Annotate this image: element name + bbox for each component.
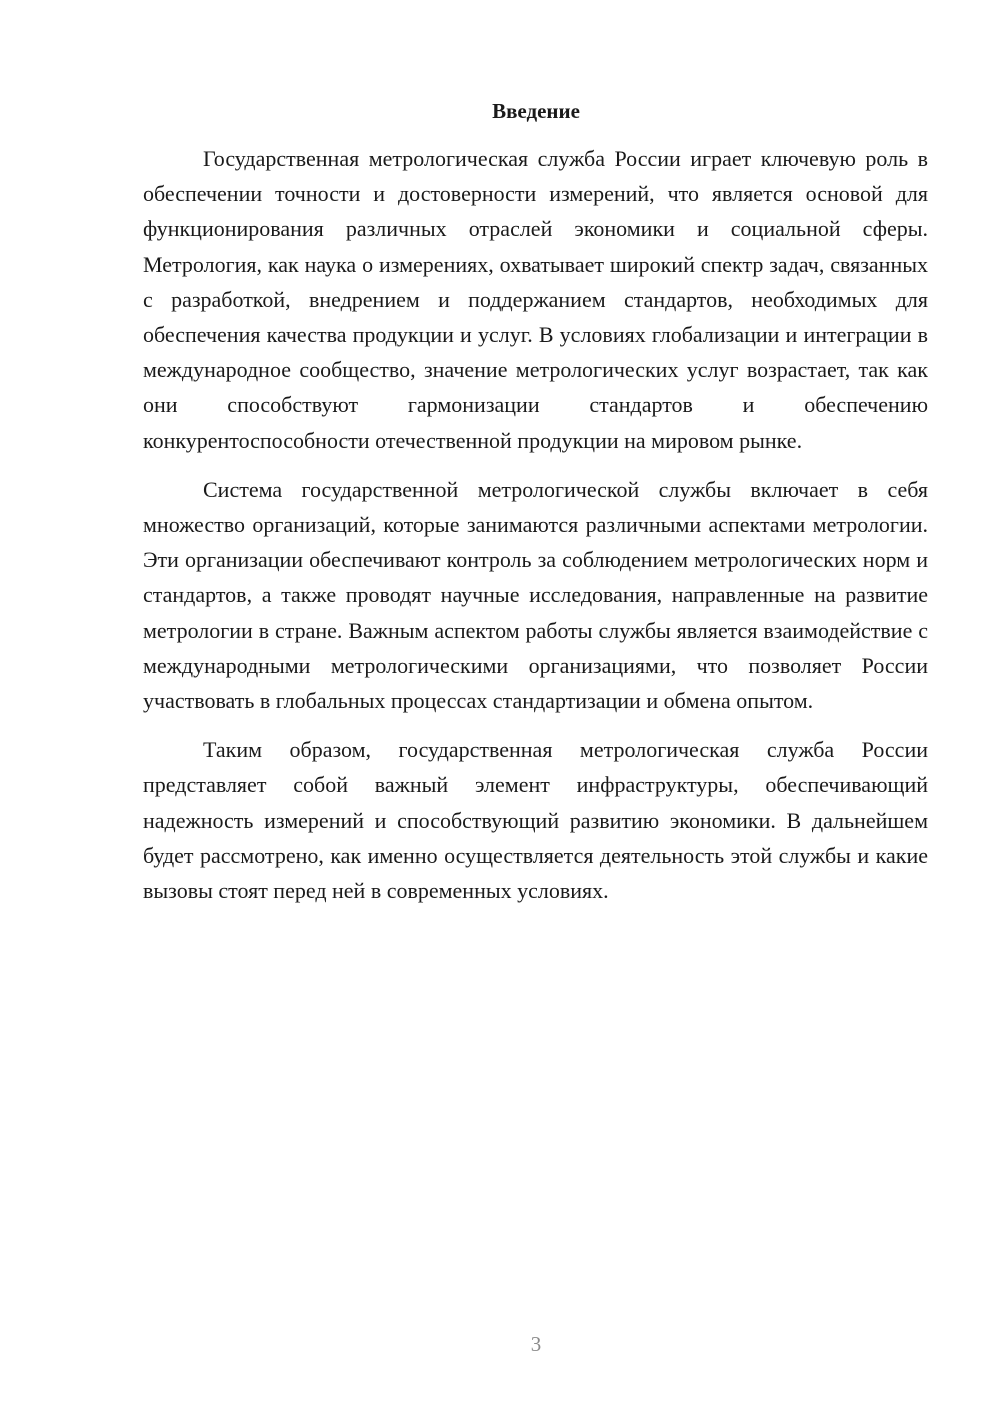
paragraph-3: Таким образом, государственная метрологическая служба России представляет собой важный элемент инфраструктуры, обеспечивающий надежность измерений и способствующий развитию экономики. В дальнейшем будет рассмотрено, как именно осуществляется деятельность этой службы и какие вызовы стоят перед ней в современных условиях. xyxy=(143,737,928,904)
paragraph-2: Система государственной метрологической службы включает в себя множество организаций, которые занимаются различными аспектами метрологии. Эти организации обеспечивают контроль за соблюдением метрологических норм и стандартов, а также проводят научные исследования, направленные на развитие метрологии в стране. Важным аспектом работы службы является взаимодействие с международными метрологическими организациями, что позволяет России участвовать в глобальных процессах стандартизации и обмена опытом. xyxy=(143,476,928,714)
paragraph-1: Государственная метрологическая служба России играет ключевую роль в обеспечении точности и достоверности измерений, что является основой для функционирования различных отраслей экономики и социальной сферы. Метрология, как наука о измерениях, охватывает широкий спектр задач, связанных с разработкой, внедрением и поддержанием стандартов, необходимых для обеспечения качества продукции и услуг. В условиях глобализации и интеграции в международное сообщество, значение метрологических услуг возрастает, так как они способствуют гармонизации стандартов и обеспечению конкурентоспособности отечественной продукции на мировом рынке. xyxy=(143,146,928,453)
body-text xyxy=(143,141,928,922)
page-number: 3 xyxy=(530,1332,542,1356)
section-title: Введение xyxy=(492,99,580,123)
